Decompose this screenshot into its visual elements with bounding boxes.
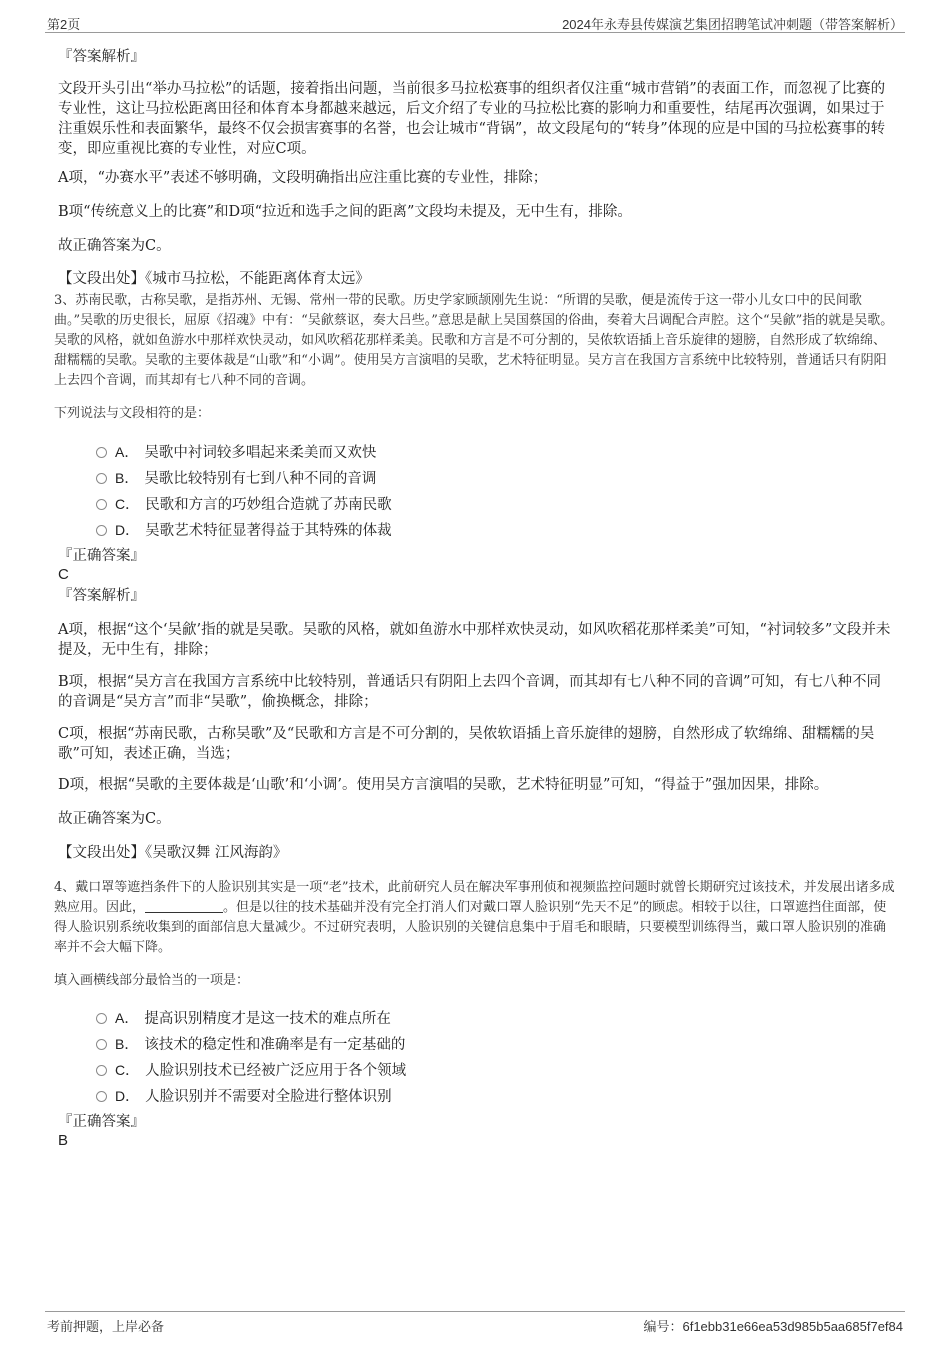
option-b[interactable]: B． 该技术的稳定性和准确率是有一定基础的 [96, 1033, 405, 1054]
radio-icon[interactable] [96, 1065, 107, 1076]
radio-icon[interactable] [96, 499, 107, 510]
analysis-conclusion: 故正确答案为C。 [58, 238, 171, 254]
option-c[interactable]: C． 人脸识别技术已经被广泛应用于各个领域 [96, 1059, 406, 1080]
option-a[interactable]: A． 提高识别精度才是这一技术的难点所在 [96, 1007, 391, 1028]
radio-icon[interactable] [96, 1039, 107, 1050]
radio-icon[interactable] [96, 1013, 107, 1024]
correct-answer: C [58, 566, 69, 583]
analysis-option-d: D项，根据“吴歌的主要体裁是‘山歌’和‘小调’。使用吴方言演唱的吴歌，艺术特征明显”可知，“得益于”强加因果，排除。 [58, 777, 829, 793]
correct-answer-label: 『正确答案』 [58, 1114, 145, 1130]
page-footer [45, 1311, 905, 1336]
analysis-option-b: B项，根据“吴方言在我国方言系统中比较特别，普通话只有阴阳上去四个音调，而其却有七八种不同的音调”可知，有七八种不同的音调是“吴方言”而非“吴歌”，偷换概念，排除； [58, 674, 881, 710]
fill-blank [145, 899, 223, 913]
analysis-option-bd: B项“传统意义上的比赛”和D项“拉近和选手之间的距离”文段均未提及，无中生有，排除。 [58, 204, 632, 220]
radio-icon[interactable] [96, 473, 107, 484]
analysis-label: 『答案解析』 [58, 588, 145, 604]
question-3-prompt: 下列说法与文段相符的是： [54, 406, 211, 421]
option-d[interactable]: D． 吴歌艺术特征显著得益于其特殊的体裁 [96, 519, 392, 540]
question-3-stem: 3、苏南民歌，古称吴歌，是指苏州、无锡、常州一带的民歌。历史学家顾颉刚先生说：“所谓的吴歌，便是流传于这一带小儿女口中的民间歌曲。”吴歌的历史很长，屈原《招魂》中有：“吴歈蔡讴，奏大吕些。”意思是献上吴国蔡国的俗曲，奏着大吕调配合声腔。这个“吴歈”指的就是吴歌。吴歌的风格，就如鱼游水中那样欢快灵动，如风吹稻花那样柔美。民歌和方言是不可分割的，吴侬软语插上音乐旋律的翅膀，自然形成了软绵绵、甜糯糯的吴歌。吴歌的主要体裁是“山歌”和“小调”。使用吴方言演唱的吴歌，艺术特征明显。吴方言在我国方言系统中比较特别，普通话只有阴阳上去四个音调，而其却有七八种不同的音调。 [54, 293, 894, 388]
page-number: 第2页 [47, 17, 81, 32]
analysis-option-c: C项，根据“苏南民歌，古称吴歌”及“民歌和方言是不可分割的，吴侬软语插上音乐旋律的翅膀，自然形成了软绵绵、甜糯糯的吴歌”可知，表述正确，当选； [58, 726, 875, 762]
radio-icon[interactable] [96, 447, 107, 458]
page-header [45, 12, 905, 33]
document-title: 2024年永寿县传媒演艺集团招聘笔试冲刺题（带答案解析） [562, 17, 903, 32]
option-a[interactable]: A． 吴歌中衬词较多唱起来柔美而又欢快 [96, 441, 376, 462]
analysis-paragraph: 文段开头引出“举办马拉松”的话题，接着指出问题，当前很多马拉松赛事的组织者仅注重“城市营销”的表面工作，而忽视了比赛的专业性，这让马拉松距离田径和体育本身都越来越远，后文介绍了专业的马拉松比赛的影响力和重要性，结尾再次强调，如果过于注重娱乐性和表面繁华，最终不仅会损害赛事的名誉，也会让城市“背锅”，故文段尾句的“转身”体现的应是中国的马拉松赛事的转变，即应重视比赛的专业性，对应C项。 [58, 81, 886, 157]
radio-icon[interactable] [96, 525, 107, 536]
footer-slogan: 考前押题，上岸必备 [47, 1320, 165, 1335]
document-code: 编号：6f1ebb31e66ea53d985b5aa685f7ef84 [643, 1319, 903, 1335]
analysis-conclusion: 故正确答案为C。 [58, 811, 171, 827]
option-c[interactable]: C． 民歌和方言的巧妙组合造就了苏南民歌 [96, 493, 392, 514]
source-citation: 【文段出处】《吴歌汉舞 江风海韵》 [58, 845, 288, 861]
option-d[interactable]: D． 人脸识别并不需要对全脸进行整体识别 [96, 1085, 392, 1106]
question-4-prompt: 填入画横线部分最恰当的一项是： [54, 973, 250, 988]
source-citation: 【文段出处】《城市马拉松，不能距离体育太远》 [58, 271, 370, 287]
question-4-stem: 4、戴口罩等遮挡条件下的人脸识别其实是一项“老”技术，此前研究人员在解决军事刑侦和视频监控问题时就曾长期研究过该技术，并发展出诸多成熟应用。因此， 。但是以往的技术基础并没有完全打消人们对戴口罩人脸识别“先天不足”的顾虑。相较于以往，口罩遮挡住面部，使得人脸识别系统收集到的面部信息大量减少。不过研究表明，人脸识别的关键信息集中于眉毛和眼睛，只要模型训练得当，戴口罩人脸识别的准确率并不会大幅下降。 [54, 880, 895, 955]
radio-icon[interactable] [96, 1091, 107, 1102]
option-b[interactable]: B． 吴歌比较特别有七到八种不同的音调 [96, 467, 376, 488]
correct-answer: B [58, 1132, 69, 1149]
analysis-option-a: A项，根据“这个‘吴歈’指的就是吴歌。吴歌的风格，就如鱼游水中那样欢快灵动，如风吹稻花那样柔美”可知，“衬词较多”文段并未提及，无中生有，排除； [58, 622, 891, 658]
analysis-option-a: A项，“办赛水平”表述不够明确，文段明确指出应注重比赛的专业性，排除； [58, 170, 548, 186]
analysis-label: 『答案解析』 [58, 49, 145, 65]
correct-answer-label: 『正确答案』 [58, 548, 145, 564]
